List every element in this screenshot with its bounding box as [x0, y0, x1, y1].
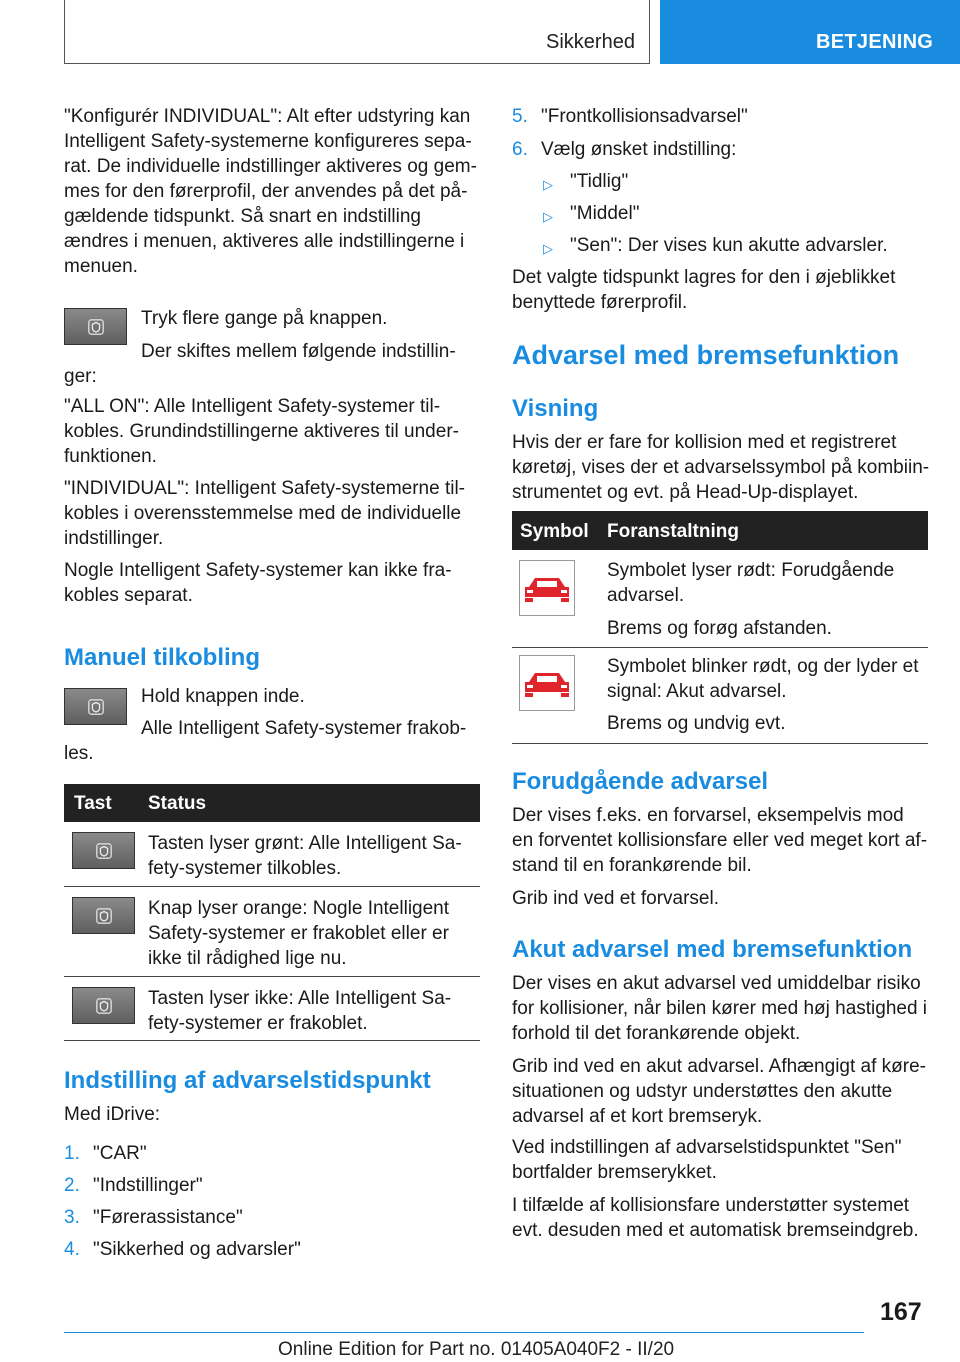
manual-heading: Manuel tilkobling [64, 644, 260, 671]
pre-warning-text-2: Grib ind ved et forvarsel. [512, 888, 719, 909]
acute-text-3: Ved indstillingen af advarselstidspunktet "Sen" bortfalder bremserykket. [512, 1137, 902, 1183]
step-text: "Førerassistance" [93, 1207, 243, 1228]
symbol-row-1-a: Symbolet lyser rødt: Forudgående advarsel. [607, 560, 895, 606]
symbol-table-header [512, 511, 928, 550]
individual-text: "INDIVIDUAL": Intelligent Safety-systemerne til-kobles i overensstemmelse med de individuelle indstillinger. [64, 478, 466, 549]
red-car-icon [523, 573, 571, 603]
pre-warning-heading: Forudgående advarsel [512, 768, 769, 795]
pre-warning-text-1: Der vises f.eks. en forvarsel, eksempelvis mod en forventet kollisionsfare eller ved meget kort af-stand til en forankørende bil. [512, 805, 928, 876]
press-line-2: Der skiftes mellem følgende indstillin-ger: [64, 341, 456, 387]
status-row-2: Knap lyser orange: Nogle Intelligent Safety-systemer er frakoblet eller er ikke til rådighed lige nu. [148, 898, 450, 969]
intro-text: "Konfigurér INDIVIDUAL": Alt efter udstyring kan Intelligent Safety-systemerne konfigureres sepa-rat. De individuelle indstillinger aktiveres og gem-mes for den førerprofil, der anvendes på det på-gældende tidspunkt. Så snart en indstilling ændres i menuen, aktiveres alle indstillingerne i menuen. [64, 106, 477, 277]
safety-shield-icon [95, 842, 113, 860]
header-chapter: BETJENING [816, 31, 934, 53]
footer-edition: Online Edition for Part no. 01405A040F2 - II/20 [278, 1339, 675, 1360]
main-heading: Advarsel med bremsefunktion [512, 340, 900, 370]
all-on-text: "ALL ON": Alle Intelligent Safety-systemer til-kobles. Grundindstillingerne aktiveres til under-funktionen. [64, 396, 459, 467]
hold-line-2: Alle Intelligent Safety-systemer frakob-les. [64, 718, 467, 764]
bullet-triangle-icon: ▷ [543, 209, 553, 224]
symbol-row-2-a: Symbolet blinker rødt, og der lyder et signal: Akut advarsel. [607, 656, 919, 702]
page-number: 167 [880, 1298, 922, 1326]
acute-text-1: Der vises en akut advarsel ved umiddelbar risiko for kollisioner, når bilen kører med høj hastighed i forhold til det forankørende objekt. [512, 973, 928, 1044]
col-action: Foranstaltning [607, 521, 739, 542]
header-chapter-tab [660, 0, 960, 64]
step-text: "Indstillinger" [93, 1175, 203, 1196]
row-divider [512, 743, 928, 744]
row-divider [64, 1040, 480, 1041]
symbol-row-2-b: Brems og undvig evt. [607, 713, 786, 734]
red-car-icon [523, 668, 571, 698]
symbol-row-1-b: Brems og forøg afstanden. [607, 618, 832, 639]
idrive-label: Med iDrive: [64, 1104, 161, 1125]
bullet-triangle-icon: ▷ [543, 177, 553, 192]
safety-shield-icon [87, 318, 105, 336]
step-text: Vælg ønsket indstilling: [541, 139, 737, 160]
car-warning-symbol [519, 655, 575, 711]
car-warning-symbol [519, 560, 575, 616]
step-number: 1. [64, 1143, 80, 1164]
step-text: "Frontkollisionsadvarsel" [541, 106, 748, 127]
timing-heading: Indstilling af advarselstidspunkt [64, 1067, 431, 1094]
status-table-header [64, 784, 480, 822]
button-green-image [72, 832, 135, 869]
button-orange-image [72, 897, 135, 934]
press-line-1: Tryk flere gange på knappen. [141, 308, 388, 329]
display-heading: Visning [512, 395, 599, 422]
row-divider [64, 976, 480, 977]
display-text: Hvis der er fare for kollision med et registreret køretøj, vises der et advarselssymbol på kombiin-strumentet og evt. på Head-Up-displayet. [512, 432, 930, 503]
step-number: 3. [64, 1207, 80, 1228]
some-systems-text: Nogle Intelligent Safety-systemer kan ikke fra-kobles separat. [64, 560, 452, 606]
step-number: 2. [64, 1175, 80, 1196]
footer-divider [64, 1332, 864, 1333]
col-tast: Tast [74, 793, 112, 814]
row-divider [512, 647, 928, 648]
safety-shield-icon [95, 907, 113, 925]
safety-shield-icon [87, 698, 105, 716]
saved-text: Det valgte tidspunkt lagres for den i øjeblikket benyttede førerprofil. [512, 267, 896, 313]
button-off-image [72, 987, 135, 1024]
step-number: 6. [512, 139, 528, 160]
step-number: 5. [512, 106, 528, 127]
status-row-1: Tasten lyser grønt: Alle Intelligent Sa-fety-systemer tilkobles. [148, 833, 462, 879]
option-text: "Tidlig" [570, 171, 629, 192]
option-text: "Sen": Der vises kun akutte advarsler. [570, 235, 888, 256]
step-number: 4. [64, 1239, 80, 1260]
acute-text-4: I tilfælde af kollisionsfare understøtter systemet evt. desuden med et automatisk bremseindgreb. [512, 1195, 919, 1241]
step-text: "CAR" [93, 1143, 147, 1164]
acute-text-2: Grib ind ved en akut advarsel. Afhængigt af køre-situationen og udstyr understøttes den akutte advarsel af et kort bremseryk. [512, 1056, 926, 1127]
status-row-3: Tasten lyser ikke: Alle Intelligent Sa-fety-systemer er frakoblet. [148, 988, 452, 1034]
hold-line-1: Hold knappen inde. [141, 686, 305, 707]
option-text: "Middel" [570, 203, 640, 224]
header-section: Sikkerhed [546, 31, 635, 53]
step-text: "Sikkerhed og advarsler" [93, 1239, 301, 1260]
acute-heading: Akut advarsel med bremsefunktion [512, 936, 913, 963]
bullet-triangle-icon: ▷ [543, 241, 553, 256]
col-status: Status [148, 793, 207, 814]
row-divider [64, 886, 480, 887]
safety-shield-icon [95, 997, 113, 1015]
col-symbol: Symbol [520, 521, 589, 542]
